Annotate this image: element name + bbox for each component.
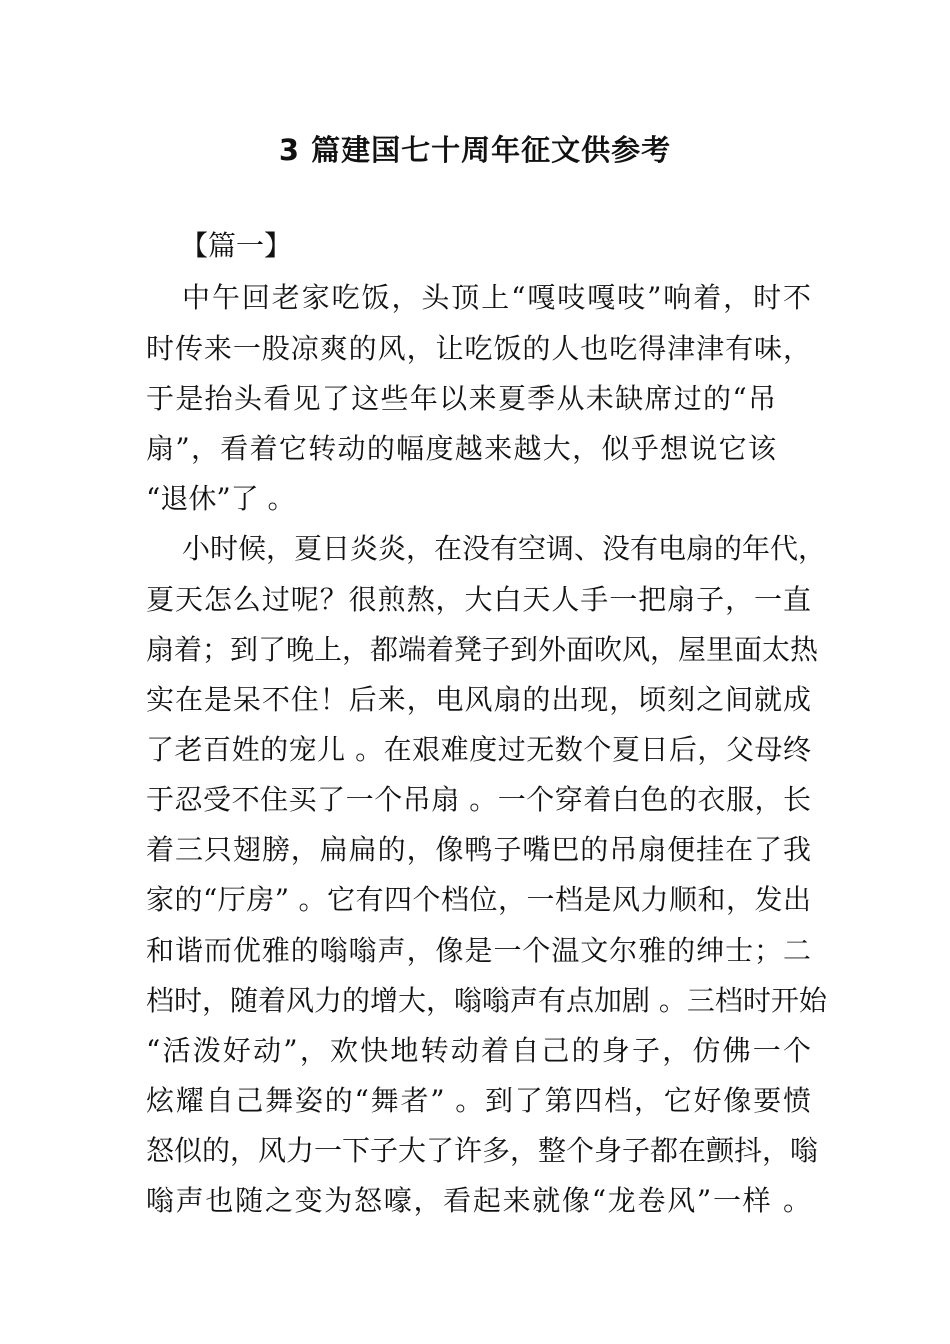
paragraph-line: “退休”了 。 <box>146 482 296 515</box>
paragraph-line: 炫耀自己舞姿的“舞者” 。到了第四档，它好像要愤 <box>146 1084 811 1117</box>
paragraph-line: 夏天怎么过呢？很煎熬，大白天人手一把扇子，一直 <box>146 583 811 616</box>
section-heading: 【篇一】 <box>180 229 293 262</box>
paragraph-line: 了老百姓的宠儿 。在艰难度过无数个夏日后，父母终 <box>146 733 811 766</box>
paragraph-line: 小时候，夏日炎炎，在没有空调、没有电扇的年代， <box>182 532 827 565</box>
paragraph-line: 档时，随着风力的增大，嗡嗡声有点加剧 。三档时开始 <box>146 984 827 1017</box>
paragraph-line: 嗡声也随之变为怒嚎，看起来就像“龙卷风”一样 。 <box>146 1184 811 1217</box>
paragraph-line: 中午回老家吃饭，头顶上“嘎吱嘎吱”响着，时不 <box>182 281 811 314</box>
paragraph-line: 于是抬头看见了这些年以来夏季从未缺席过的“吊 <box>146 382 776 415</box>
paragraph-line: 着三只翅膀，扁扁的，像鸭子嘴巴的吊扇便挂在了我 <box>146 833 811 866</box>
paragraph-line: “活泼好动”，欢快地转动着自己的身子，仿佛一个 <box>146 1034 811 1067</box>
paragraph-line: 时传来一股凉爽的风，让吃饭的人也吃得津津有味， <box>146 332 811 365</box>
paragraph-line: 扇着；到了晚上，都端着凳子到外面吹风，屋里面太热 <box>146 633 819 666</box>
paragraph-line: 和谐而优雅的嗡嗡声，像是一个温文尔雅的绅士；二 <box>146 934 811 967</box>
paragraph-line: 扇”，看着它转动的幅度越来越大，似乎想说它该 <box>146 432 776 465</box>
paragraph-line: 于忍受不住买了一个吊扇 。一个穿着白色的衣服，长 <box>146 783 811 816</box>
paragraph-line: 实在是呆不住！后来，电风扇的出现，顷刻之间就成 <box>146 683 811 716</box>
paragraph-line: 怒似的，风力一下子大了许多，整个身子都在颤抖，嗡 <box>146 1134 819 1167</box>
paragraph-line: 家的“厅房” 。它有四个档位，一档是风力顺和，发出 <box>146 883 811 916</box>
document-title: 3 篇建国七十周年征文供参考 <box>278 133 672 167</box>
